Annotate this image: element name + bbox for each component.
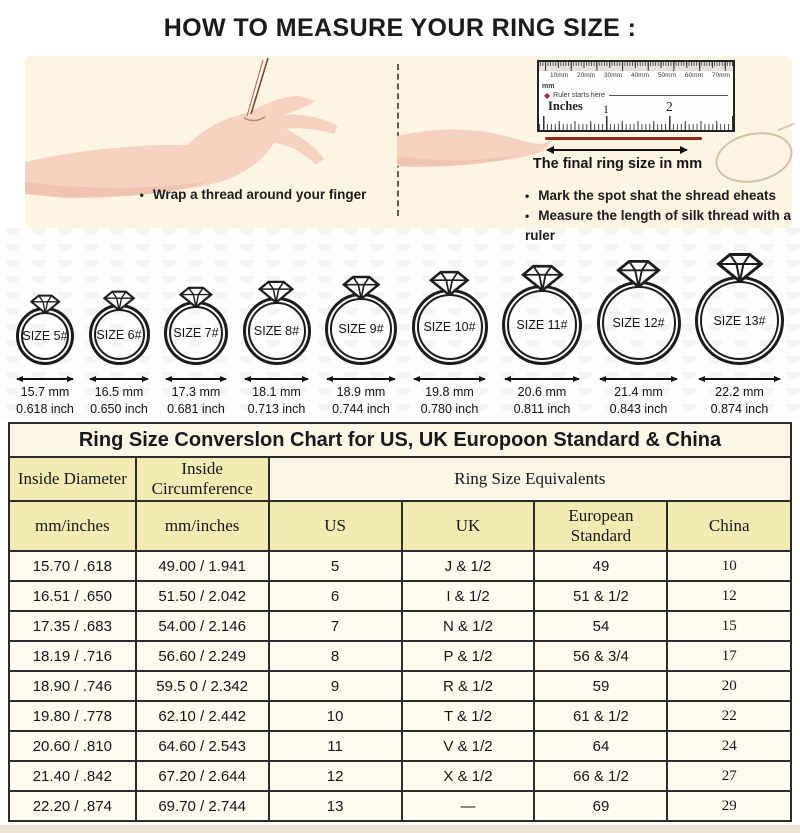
- table-row: 19.80 / .778 62.10 / 2.442 10 T & 1/2 61 & 1/2 22: [9, 701, 791, 731]
- table-row: 21.40 / .842 67.20 / 2.644 12 X & 1/2 66 & 1/2 27: [9, 761, 791, 791]
- diameter-arrow: [327, 378, 394, 380]
- ring-size-label: SIZE 6#: [96, 327, 142, 342]
- diamond-icon: [257, 280, 295, 304]
- header-inside-circumference: Inside Circumference: [136, 457, 269, 501]
- diamond-icon: [102, 290, 136, 311]
- table-row: 15.70 / .618 49.00 / 1.941 5 J & 1/2 49 10: [9, 551, 791, 581]
- ring-size-label: SIZE 10#: [423, 320, 476, 334]
- ruler-mm-labels: 10mm 20mm 30mm 40mm 50mm 60mm 70mm: [550, 72, 730, 79]
- hand-with-thread-illustration: [25, 56, 397, 228]
- diameter-arrow: [600, 378, 677, 380]
- ring-size-13: [695, 252, 784, 416]
- ring-size-5: [16, 294, 74, 416]
- ring-inch: 0.744 inch: [332, 402, 390, 416]
- ring-size-label: SIZE 7#: [173, 326, 219, 340]
- ruler: [537, 60, 735, 132]
- ring-circle: [412, 289, 488, 365]
- ruler-inch-2: 2: [666, 99, 673, 114]
- ring-size-label: SIZE 5#: [22, 329, 68, 343]
- ring-mm: 22.2 mm: [715, 385, 764, 399]
- ring-circle: [695, 276, 784, 365]
- table-row: 22.20 / .874 69.70 / 2.744 13 — 69 29: [9, 791, 791, 821]
- conversion-table: [8, 422, 792, 822]
- diamond-icon: [520, 264, 565, 292]
- diamond-icon: [715, 252, 765, 283]
- ring-circle: [325, 293, 397, 365]
- table-row: 17.35 / .683 54.00 / 2.146 7 N & 1/2 54 15: [9, 611, 791, 641]
- header-inside-diameter: Inside Diameter: [9, 457, 136, 501]
- ruler-inch-1: 1: [603, 102, 609, 116]
- table-header-row-1: [9, 457, 791, 501]
- ring-size-9: [325, 275, 397, 416]
- ring-circle: [16, 307, 74, 365]
- ring-circle: [502, 285, 582, 365]
- header-mm-inches-diameter: mm/inches: [9, 501, 136, 551]
- diameter-arrow: [17, 378, 72, 380]
- ring-circle: [243, 297, 311, 365]
- table-title-row: [9, 423, 791, 457]
- diamond-icon: [428, 270, 471, 296]
- measured-thread-line: [545, 137, 702, 140]
- ring-mm: 18.9 mm: [336, 385, 386, 399]
- ring-size-label: SIZE 13#: [713, 313, 766, 328]
- bullet-icon: •: [525, 189, 530, 203]
- ruler-mm-ticks: [539, 62, 733, 71]
- bullet-icon: •: [525, 209, 530, 223]
- ring-mm: 15.7 mm: [20, 385, 70, 399]
- diamond-icon: [615, 259, 662, 288]
- diamond-icon: [29, 294, 61, 314]
- ring-size-label: SIZE 8#: [253, 324, 300, 338]
- measure-step-1: • Mark the spot shat the shread eheats: [525, 188, 777, 203]
- ring-mm: 21.4 mm: [614, 385, 663, 399]
- ring-circle: [597, 281, 681, 365]
- panel-wrap-thread: [25, 56, 397, 228]
- ruler-start-marker-icon: ◆: [544, 91, 551, 100]
- bottom-strip: [0, 825, 800, 833]
- ruler-mm-unit: mm: [542, 83, 555, 90]
- ring-inch: 0.681 inch: [167, 402, 225, 416]
- header-china: China: [667, 501, 791, 551]
- ring-size-7: [164, 286, 228, 416]
- bullet-icon: •: [139, 188, 144, 202]
- wrap-thread-caption: • Wrap a thread around your finger: [139, 187, 367, 202]
- diameter-arrow: [245, 378, 309, 380]
- diamond-icon: [341, 275, 381, 300]
- panel-measure-ruler: [397, 56, 792, 243]
- ring-mm: 19.8 mm: [425, 385, 474, 399]
- ring-size-label: SIZE 11#: [516, 318, 568, 332]
- ring-inch: 0.874 inch: [710, 402, 769, 416]
- diameter-arrow: [699, 378, 781, 380]
- header-european-standard: European Standard: [534, 501, 667, 551]
- ring-sizes-row: [0, 228, 800, 420]
- diameter-arrow: [90, 378, 148, 380]
- ring-size-12: [597, 259, 681, 416]
- ruler-starts-here: ◆ Ruler starts here: [544, 91, 728, 100]
- ring-inch: 0.713 inch: [247, 402, 306, 416]
- header-uk: UK: [402, 501, 535, 551]
- ring-size-label: SIZE 9#: [338, 322, 384, 336]
- measure-step-2: • Measure the length of silk thread with a ruler: [525, 208, 791, 243]
- ring-size-label: SIZE 12#: [612, 316, 665, 330]
- table-row: 16.51 / .650 51.50 / 2.042 6 I & 1/2 51 & 1/2 12: [9, 581, 791, 611]
- ring-inch: 0.811 inch: [513, 402, 571, 416]
- header-equivalents: Ring Size Equivalents: [269, 457, 791, 501]
- ring-circle: [164, 301, 228, 365]
- ring-size-6: [89, 290, 150, 416]
- ruler-inch-ticks: [539, 116, 733, 130]
- table-row: 20.60 / .810 64.60 / 2.543 11 V & 1/2 64 24: [9, 731, 791, 761]
- ring-size-arrow: [547, 149, 687, 151]
- ring-inch: 0.843 inch: [609, 402, 668, 416]
- ruler-inches-label: Inches: [548, 99, 583, 113]
- table-row: 18.19 / .716 56.60 / 2.249 8 P & 1/2 56 & 3/4 17: [9, 641, 791, 671]
- diameter-arrow: [505, 378, 579, 380]
- table-title: Ring Size Converslon Chart for US, UK Europoon Standard & China: [9, 423, 791, 457]
- final-size-caption: The final ring size in mm: [532, 156, 703, 172]
- header-mm-inches-circumference: mm/inches: [136, 501, 269, 551]
- table-header-row-2: [9, 501, 791, 551]
- ring-mm: 16.5 mm: [94, 385, 144, 399]
- ring-mm: 17.3 mm: [171, 385, 221, 399]
- ring-circle: [89, 304, 150, 365]
- ring-inch: 0.780 inch: [420, 402, 479, 416]
- table-row: 18.90 / .746 59.5 0 / 2.342 9 R & 1/2 59 20: [9, 671, 791, 701]
- diameter-arrow: [414, 378, 485, 380]
- header-us: US: [269, 501, 402, 551]
- ring-size-11: [502, 264, 582, 416]
- ring-mm: 20.6 mm: [517, 385, 567, 399]
- ring-size-10: [412, 270, 488, 416]
- ruler-start-line: [609, 95, 728, 96]
- ring-inch: 0.650 inch: [90, 402, 148, 416]
- diameter-arrow: [166, 378, 226, 380]
- instruction-panels: [25, 56, 792, 243]
- measure-steps: [525, 186, 792, 245]
- diamond-icon: [178, 286, 214, 308]
- page-title: HOW TO MEASURE YOUR RING SIZE :: [163, 13, 637, 42]
- ring-inch: 0.618 inch: [16, 402, 74, 416]
- ring-mm: 18.1 mm: [252, 385, 301, 399]
- ring-size-8: [243, 280, 311, 416]
